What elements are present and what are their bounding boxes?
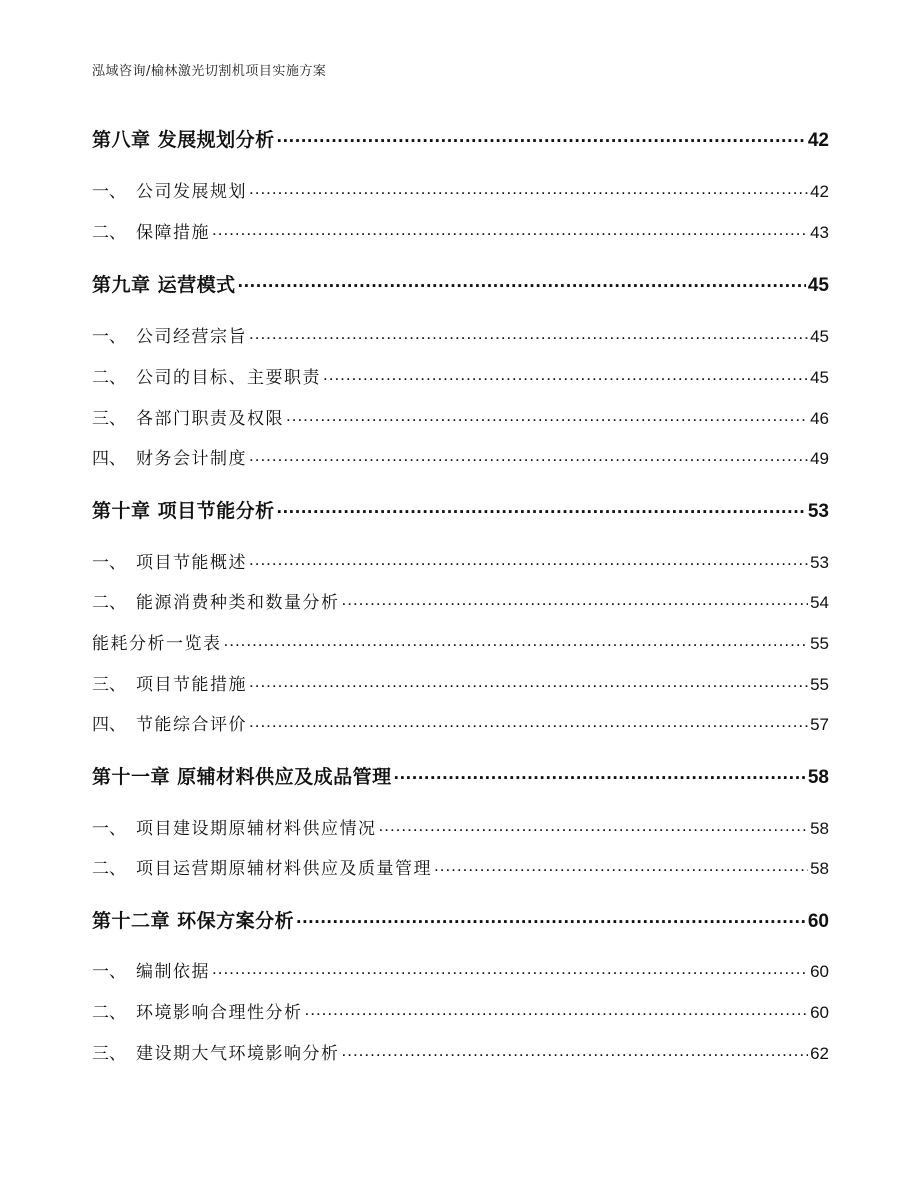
toc-page-number: 49 bbox=[810, 449, 829, 468]
toc-section-entry[interactable] bbox=[92, 548, 829, 573]
dot-leader bbox=[342, 1042, 809, 1059]
dot-leader bbox=[238, 272, 806, 291]
toc-section-entry[interactable] bbox=[92, 629, 829, 654]
toc-section-entry[interactable] bbox=[92, 710, 829, 735]
dot-leader bbox=[249, 713, 808, 730]
toc-page-number: 42 bbox=[810, 182, 829, 201]
toc-entry-title: 环境影响合理性分析 bbox=[136, 1003, 303, 1023]
dot-leader bbox=[394, 764, 806, 783]
toc-page-number: 45 bbox=[810, 327, 829, 346]
toc-entry-title: 公司经营宗旨 bbox=[136, 327, 247, 347]
dot-leader bbox=[296, 908, 806, 927]
toc-section-entry[interactable] bbox=[92, 588, 829, 613]
toc-entry-title: 建设期大气环境影响分析 bbox=[136, 1044, 340, 1064]
toc-chapter-entry[interactable] bbox=[92, 762, 829, 789]
toc-entry-title: 编制依据 bbox=[136, 962, 210, 982]
toc-section-number: 二、 bbox=[92, 223, 126, 243]
toc-entry-title: 第十一章 原辅材料供应及成品管理 bbox=[92, 766, 392, 788]
toc-page-number: 53 bbox=[810, 553, 829, 572]
toc-page-number: 55 bbox=[810, 675, 829, 694]
toc-section-number: 二、 bbox=[92, 368, 126, 388]
toc-entry-title: 各部门职责及权限 bbox=[136, 409, 284, 429]
toc-section-number: 一、 bbox=[92, 182, 126, 202]
toc-chapter-entry[interactable] bbox=[92, 125, 829, 152]
toc-entry-title: 第九章 运营模式 bbox=[92, 274, 236, 296]
dot-leader bbox=[249, 551, 808, 568]
dot-leader bbox=[277, 498, 806, 517]
toc-section-entry[interactable] bbox=[92, 322, 829, 347]
dot-leader bbox=[342, 591, 809, 608]
toc-entry-title: 第十二章 环保方案分析 bbox=[92, 910, 295, 932]
toc-page-number: 58 bbox=[810, 859, 829, 878]
toc-section-number: 二、 bbox=[92, 1003, 126, 1023]
toc-entry-title: 项目节能概述 bbox=[136, 553, 247, 573]
toc-section-entry[interactable] bbox=[92, 957, 829, 982]
toc-entry-title: 能耗分析一览表 bbox=[92, 634, 222, 654]
toc-section-number: 四、 bbox=[92, 715, 126, 735]
toc-page-number: 53 bbox=[807, 501, 829, 522]
toc-page-number: 58 bbox=[807, 767, 829, 788]
toc-section-entry[interactable] bbox=[92, 854, 829, 879]
toc-entry-title: 能源消费种类和数量分析 bbox=[136, 593, 340, 613]
toc-section-entry[interactable] bbox=[92, 998, 829, 1023]
toc-page-number: 57 bbox=[810, 715, 829, 734]
dot-leader bbox=[379, 817, 809, 834]
toc-section-number: 三、 bbox=[92, 409, 126, 429]
toc-page-number: 60 bbox=[810, 962, 829, 981]
toc-entry-title: 第十章 项目节能分析 bbox=[92, 500, 275, 522]
toc-section-number: 三、 bbox=[92, 675, 126, 695]
toc-page-number: 54 bbox=[810, 593, 829, 612]
toc-page-number: 62 bbox=[810, 1044, 829, 1063]
dot-leader bbox=[434, 857, 808, 874]
toc-entry-title: 财务会计制度 bbox=[136, 449, 247, 469]
dot-leader bbox=[323, 366, 808, 383]
toc-page-number: 45 bbox=[810, 368, 829, 387]
toc-entry-title: 项目建设期原辅材料供应情况 bbox=[136, 819, 377, 839]
dot-leader bbox=[249, 325, 808, 342]
toc-page-number: 46 bbox=[810, 409, 829, 428]
toc-entry-title: 项目运营期原辅材料供应及质量管理 bbox=[136, 859, 432, 879]
toc-page-number: 60 bbox=[807, 911, 829, 932]
toc-page-number: 60 bbox=[810, 1003, 829, 1022]
toc-section-entry[interactable] bbox=[92, 1039, 829, 1064]
dot-leader bbox=[212, 960, 808, 977]
dot-leader bbox=[277, 127, 806, 146]
dot-leader bbox=[249, 180, 808, 197]
toc-chapter-entry[interactable] bbox=[92, 496, 829, 523]
dot-leader bbox=[249, 447, 808, 464]
dot-leader bbox=[212, 221, 808, 238]
toc-entry-title: 项目节能措施 bbox=[136, 675, 247, 695]
toc-chapter-entry[interactable] bbox=[92, 906, 829, 933]
dot-leader bbox=[286, 407, 808, 424]
toc-page-number: 58 bbox=[810, 819, 829, 838]
toc-chapter-entry[interactable] bbox=[92, 270, 829, 297]
toc-section-number: 一、 bbox=[92, 962, 126, 982]
toc-section-entry[interactable] bbox=[92, 444, 829, 469]
toc-entry-title: 节能综合评价 bbox=[136, 715, 247, 735]
toc-entry-title: 公司的目标、主要职责 bbox=[136, 368, 321, 388]
toc-section-entry[interactable] bbox=[92, 670, 829, 695]
toc-section-entry[interactable] bbox=[92, 363, 829, 388]
running-header: 泓域咨询/榆林激光切割机项目实施方案 bbox=[92, 64, 327, 79]
toc-entry-title: 公司发展规划 bbox=[136, 182, 247, 202]
toc-section-entry[interactable] bbox=[92, 814, 829, 839]
toc-section-number: 二、 bbox=[92, 593, 126, 613]
toc-section-entry[interactable] bbox=[92, 404, 829, 429]
dot-leader bbox=[305, 1001, 809, 1018]
toc-entry-title: 第八章 发展规划分析 bbox=[92, 129, 275, 151]
toc-page-number: 55 bbox=[810, 634, 829, 653]
toc-section-entry[interactable] bbox=[92, 177, 829, 202]
toc-page-number: 42 bbox=[807, 130, 829, 151]
dot-leader bbox=[224, 632, 809, 649]
toc-section-number: 二、 bbox=[92, 859, 126, 879]
dot-leader bbox=[249, 673, 808, 690]
toc-page-number: 43 bbox=[810, 223, 829, 242]
toc-section-entry[interactable] bbox=[92, 218, 829, 243]
toc-entry-title: 保障措施 bbox=[136, 223, 210, 243]
toc-section-number: 一、 bbox=[92, 553, 126, 573]
toc-section-number: 一、 bbox=[92, 819, 126, 839]
toc-section-number: 一、 bbox=[92, 327, 126, 347]
toc-section-number: 三、 bbox=[92, 1044, 126, 1064]
toc-page-number: 45 bbox=[807, 275, 829, 296]
toc-section-number: 四、 bbox=[92, 449, 126, 469]
